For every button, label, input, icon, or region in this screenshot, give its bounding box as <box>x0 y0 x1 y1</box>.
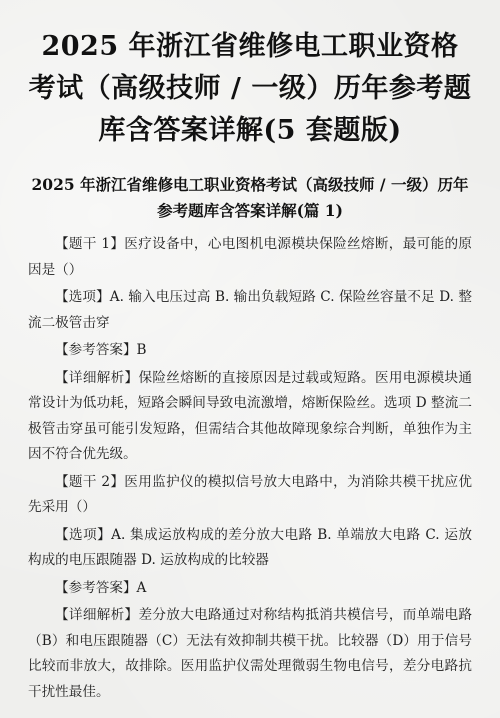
question-2-answer: 【参考答案】A <box>55 579 147 596</box>
document-title: 2025 年浙江省维修电工职业资格考试（高级技师 / 一级）历年参考题库含答案详解(5 套题版) <box>28 31 472 146</box>
question-2-options: 【选项】A. 集成运放构成的差分放大电路 B. 单端放大电路 C. 运放构成的电压跟随器 D. 运放构成的比较器 <box>28 526 472 568</box>
question-2-explanation: 【详细解析】差分放大电路通过对称结构抵消共模信号，而单端电路（B）和电压跟随器（C）无法有效抑制共模干扰。比较器（D）用于信号比较而非放大，故排除。医用监护仪需处理微弱生物电信号，差分电路抗干扰性最佳。 <box>28 607 472 700</box>
question-content <box>28 232 472 705</box>
question-1-stem: 【题干 1】医疗设备中，心电图机电源模块保险丝熔断，最可能的原因是（） <box>28 236 472 278</box>
question-1-options: 【选项】A. 输入电压过高 B. 输出负载短路 C. 保险丝容量不足 D. 整流二极管击穿 <box>28 289 472 331</box>
question-1-explanation: 【详细解析】保险丝熔断的直接原因是过载或短路。医用电源模块通常设计为低功耗，短路会瞬间导致电流激增，熔断保险丝。选项 D 整流二极管击穿虽可能引发短路，但需结合其他故障现象综合判断，单独作为主因不符合优先级。 <box>28 369 472 462</box>
section-title: 2025 年浙江省维修电工职业资格考试（高级技师 / 一级）历年参考题库含答案详解(篇 1) <box>31 175 469 220</box>
question-2-stem: 【题干 2】医用监护仪的模拟信号放大电路中，为消除共模干扰应优先采用（） <box>28 473 472 515</box>
question-1-answer: 【参考答案】B <box>55 342 147 358</box>
